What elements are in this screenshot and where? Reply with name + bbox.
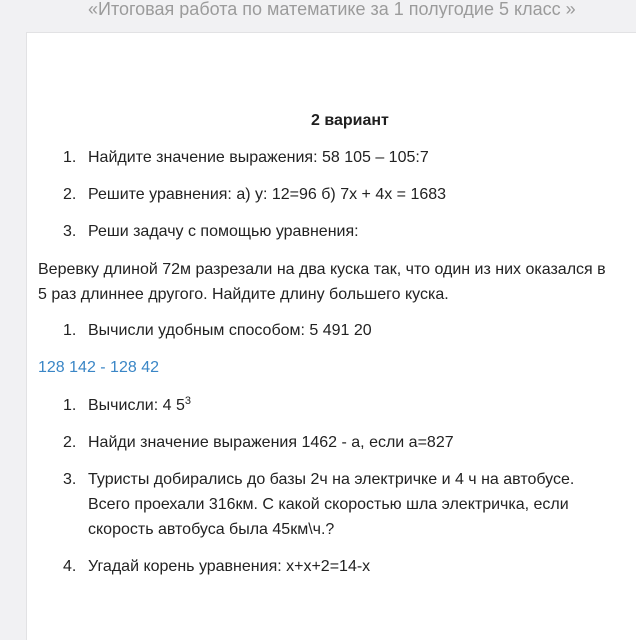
- list3-item-3-line-1: Туристы добирались до базы 2ч на электричке и 4 ч на автобусе.: [88, 471, 575, 488]
- list2-item-1-number: 1.: [63, 322, 77, 339]
- list1-item-2-text: Решите уравнения: а) у: 12=96 б) 7х + 4х = 1683: [88, 186, 447, 203]
- expression-link[interactable]: 128 142 - 128 42: [38, 359, 159, 376]
- variant-heading: 2 вариант: [311, 112, 389, 129]
- document-title: «Итоговая работа по математике за 1 полугодие 5 класс »: [88, 0, 576, 18]
- problem-paragraph-line-1: Веревку длиной 72м разрезали на два куска так, что один из них оказался в: [38, 261, 606, 278]
- left-gutter: [0, 32, 27, 640]
- problem-paragraph-line-2: 5 раз длиннее другого. Найдите длину большего куска.: [38, 286, 449, 303]
- list3-item-4-number: 4.: [63, 558, 77, 575]
- list3-item-1-text: [88, 396, 191, 416]
- list1-item-3-number: 3.: [63, 223, 77, 240]
- list3-item-3-line-2: Всего проехали 316км. С какой скоростью шла электричка, если: [88, 496, 569, 513]
- list3-item-1-exponent: 3: [184, 395, 191, 407]
- list3-item-2-number: 2.: [63, 434, 77, 451]
- list1-item-3-text: Реши задачу с помощью уравнения:: [88, 223, 359, 240]
- list3-item-1-number: 1.: [63, 397, 77, 414]
- list3-item-2-text: Найди значение выражения 1462 - а, если а=827: [88, 434, 454, 451]
- list2-item-1-text: Вычисли удобным способом: 5 491 20: [88, 322, 372, 339]
- list3-item-3-line-3: скорость автобуса была 45км\ч.?: [88, 521, 335, 538]
- list3-item-3-number: 3.: [63, 471, 77, 488]
- list1-item-1-number: 1.: [63, 149, 77, 166]
- list3-item-1-base: Вычисли: 4 5: [88, 397, 185, 414]
- list1-item-1-text: Найдите значение выражения: 58 105 – 105:7: [88, 149, 429, 166]
- list1-item-2-number: 2.: [63, 186, 77, 203]
- list3-item-4-text: Угадай корень уравнения: х+х+2=14-х: [88, 558, 371, 575]
